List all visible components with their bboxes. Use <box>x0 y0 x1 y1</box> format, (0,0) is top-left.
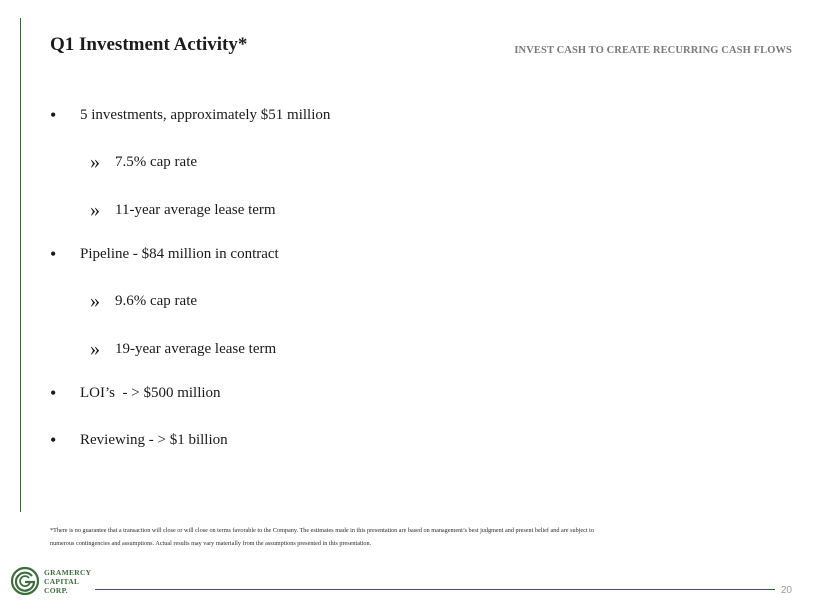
disclaimer-footnote <box>50 524 780 550</box>
bullet-dot-icon: • <box>50 105 57 125</box>
logo-line-3: CORP. <box>44 585 68 595</box>
bullet-item <box>50 106 330 124</box>
bullet-dot-icon: • <box>50 430 57 450</box>
bullet-dot-icon: • <box>50 383 57 403</box>
bullet-item <box>50 431 228 449</box>
logo-line-1: GRAMERCY <box>44 567 92 577</box>
sub-bullet-text: 7.5% cap rate <box>115 153 198 170</box>
page-number: 20 <box>780 585 792 596</box>
sub-bullet-text: 11-year average lease term <box>115 201 276 218</box>
bullet-text: Reviewing - > $1 billion <box>80 431 228 448</box>
sub-bullet-item <box>90 339 276 359</box>
sub-bullet-text: 19-year average lease term <box>115 340 277 357</box>
company-logo <box>10 566 91 596</box>
footer-rule <box>95 589 775 590</box>
left-vertical-rule <box>20 18 21 512</box>
slide-title: Q1 Investment Activity* <box>50 34 248 55</box>
sub-bullet-text: 9.6% cap rate <box>115 292 198 309</box>
double-chevron-icon: » <box>90 290 100 312</box>
slide-tagline: INVEST CASH TO CREATE RECURRING CASH FLOWS <box>514 45 792 56</box>
bullet-text: Pipeline - $84 million in contract <box>80 245 279 262</box>
logo-wordmark <box>44 568 91 595</box>
bullet-dot-icon: • <box>50 244 57 264</box>
gramercy-g-logo-icon <box>10 566 40 596</box>
bullet-item <box>50 384 221 402</box>
sub-bullet-item <box>90 200 276 220</box>
sub-bullet-item <box>90 291 197 311</box>
footnote-line-1: *There is no guarantee that a transaction will close or will close on terms favorable to the Company. The estimates made in this presentation are based on management’s best judgment and present belief and are subject to <box>50 527 594 534</box>
bullet-text: 5 investments, approximately $51 million <box>80 106 331 123</box>
double-chevron-icon: » <box>90 199 100 221</box>
bullet-item <box>50 245 279 263</box>
double-chevron-icon: » <box>90 338 100 360</box>
logo-line-2: CAPITAL <box>44 576 80 586</box>
footnote-line-2: numerous contingencies and assumptions. Actual results may vary materially from the assumptions presented in this presentation. <box>50 540 372 547</box>
sub-bullet-item <box>90 152 197 172</box>
double-chevron-icon: » <box>90 151 100 173</box>
bullet-text: LOI’s - > $500 million <box>80 384 221 401</box>
